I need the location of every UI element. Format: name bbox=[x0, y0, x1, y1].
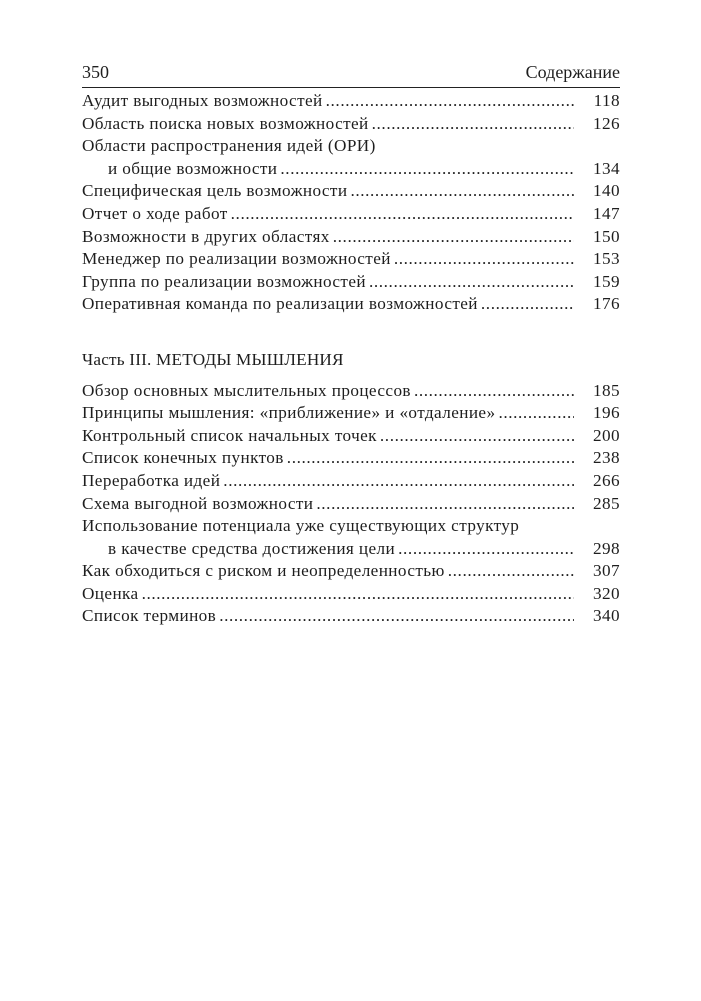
toc-entry[interactable] bbox=[82, 90, 620, 113]
toc-entry-title: Специфическая цель возможности bbox=[82, 181, 348, 201]
toc-entry[interactable] bbox=[82, 293, 620, 316]
leader-dots bbox=[394, 248, 574, 271]
toc-entry[interactable] bbox=[82, 380, 620, 403]
toc-entry-title: Возможности в других областях bbox=[82, 226, 330, 246]
header-rule bbox=[82, 87, 620, 88]
toc-entry-page: 307 bbox=[593, 561, 620, 581]
toc-entry-title: Область поиска новых возможностей bbox=[82, 113, 369, 133]
section-heading-part-3[interactable]: Часть III. МЕТОДЫ МЫШЛЕНИЯ bbox=[82, 349, 344, 369]
toc-part-3 bbox=[82, 380, 620, 629]
leader-dots bbox=[287, 447, 574, 470]
leader-dots bbox=[316, 493, 574, 516]
toc-entry-page: 176 bbox=[593, 294, 620, 314]
leader-dots bbox=[142, 583, 574, 606]
toc-entry-page: 153 bbox=[593, 249, 620, 269]
toc-entry[interactable] bbox=[82, 135, 620, 180]
toc-entry-page: 159 bbox=[593, 271, 620, 291]
toc-entry-title: Обзор основных мыслительных процессов bbox=[82, 380, 411, 400]
running-title: Содержание bbox=[525, 62, 620, 82]
toc-entry[interactable] bbox=[82, 113, 620, 136]
toc-entry-page: 238 bbox=[593, 448, 620, 468]
leader-dots bbox=[219, 605, 574, 628]
toc-entry-title: Принципы мышления: «приближение» и «отдаление» bbox=[82, 403, 496, 423]
leader-dots bbox=[498, 402, 574, 425]
toc-entry-page: 320 bbox=[593, 583, 620, 603]
toc-entry-title: Группа по реализации возможностей bbox=[82, 271, 366, 291]
toc-entry-title: Оперативная команда по реализации возможностей bbox=[82, 294, 478, 314]
toc-entry[interactable] bbox=[82, 402, 620, 425]
toc-entry-title: Менеджер по реализации возможностей bbox=[82, 249, 391, 269]
leader-dots bbox=[414, 380, 574, 403]
toc-entry-page: 140 bbox=[593, 181, 620, 201]
toc-entry[interactable] bbox=[82, 560, 620, 583]
toc-entry-title: Список конечных пунктов bbox=[82, 448, 284, 468]
toc-entry[interactable] bbox=[82, 203, 620, 226]
toc-entry-title: Переработка идей bbox=[82, 470, 221, 490]
toc-entry[interactable] bbox=[82, 425, 620, 448]
leader-dots bbox=[280, 158, 574, 181]
toc-entry[interactable] bbox=[82, 605, 620, 628]
leader-dots bbox=[231, 203, 574, 226]
toc-entry-title-line2: в качестве средства достижения цели bbox=[108, 538, 396, 558]
toc-entry-page: 150 bbox=[593, 226, 620, 246]
toc-entry-title-line1: Области распространения идей (ОРИ) bbox=[82, 136, 376, 156]
leader-dots bbox=[333, 226, 574, 249]
leader-dots bbox=[380, 425, 574, 448]
leader-dots bbox=[448, 560, 574, 583]
running-header bbox=[82, 60, 620, 84]
toc-entry[interactable] bbox=[82, 226, 620, 249]
leader-dots bbox=[481, 293, 574, 316]
toc-entry[interactable] bbox=[82, 447, 620, 470]
toc-entry-page: 134 bbox=[593, 158, 620, 178]
toc-entry-title: Схема выгодной возможности bbox=[82, 493, 314, 513]
toc-entry-page: 200 bbox=[593, 425, 620, 445]
toc-entry[interactable] bbox=[82, 271, 620, 294]
toc-entry-page: 298 bbox=[593, 538, 620, 558]
toc-entry-title: Отчет о ходе работ bbox=[82, 203, 228, 223]
toc-entry-title: Аудит выгодных возможностей bbox=[82, 91, 323, 110]
toc-entry-page: 196 bbox=[593, 403, 620, 423]
leader-dots bbox=[223, 470, 574, 493]
toc-entry-page: 266 bbox=[593, 470, 620, 490]
toc-entry-page: 147 bbox=[593, 203, 620, 223]
toc-entry-page: 126 bbox=[593, 113, 620, 133]
toc-entry-title-line1: Использование потенциала уже существующих структур bbox=[82, 516, 520, 536]
book-page bbox=[82, 60, 620, 628]
toc-entry-page: 285 bbox=[593, 493, 620, 513]
toc-entry-page: 185 bbox=[593, 380, 620, 400]
leader-dots bbox=[398, 538, 574, 561]
toc-entry-page: 340 bbox=[593, 606, 620, 626]
toc-entry-title: Как обходиться с риском и неопределенностью bbox=[82, 561, 445, 581]
page-number: 350 bbox=[82, 62, 109, 82]
leader-dots bbox=[372, 113, 574, 136]
toc-entry-title-line2: и общие возможности bbox=[108, 158, 278, 178]
leader-dots bbox=[326, 90, 574, 113]
toc-entry[interactable] bbox=[82, 248, 620, 271]
toc-entry[interactable] bbox=[82, 515, 620, 560]
toc-entry[interactable] bbox=[82, 493, 620, 516]
toc-entry-title: Оценка bbox=[82, 583, 139, 603]
toc-entry[interactable] bbox=[82, 180, 620, 203]
toc-entry[interactable] bbox=[82, 470, 620, 493]
toc-entry[interactable] bbox=[82, 583, 620, 606]
toc-entry-title: Контрольный список начальных точек bbox=[82, 425, 377, 445]
toc-entry-page: 118 bbox=[593, 91, 620, 110]
leader-dots bbox=[369, 271, 574, 294]
leader-dots bbox=[350, 180, 574, 203]
toc-part-2 bbox=[82, 90, 620, 316]
toc-entry-title: Список терминов bbox=[82, 606, 217, 626]
